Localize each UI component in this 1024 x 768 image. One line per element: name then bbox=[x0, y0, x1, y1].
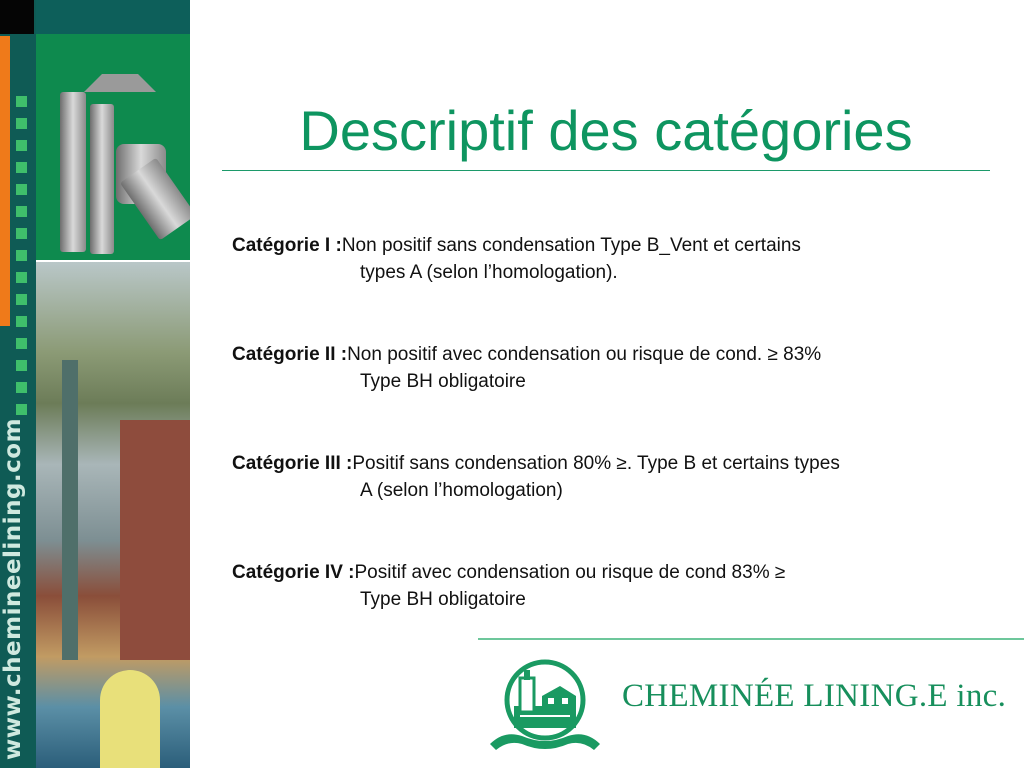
banner-url-text: www.chemineelining.com bbox=[0, 417, 26, 760]
category-3-text: Positif sans condensation 80% ≥. Type B et certains types bbox=[352, 453, 840, 474]
chimney-pipe-image bbox=[90, 104, 114, 254]
banner-orange-strip bbox=[0, 36, 10, 326]
category-4-text-cont: Type BH obligatoire bbox=[360, 589, 526, 610]
building-image bbox=[120, 420, 190, 660]
category-2-text-cont: Type BH obligatoire bbox=[360, 371, 526, 392]
category-2-heading: Catégorie II : bbox=[232, 344, 348, 365]
yellow-duct-image bbox=[100, 670, 160, 768]
category-1-heading: Catégorie I : bbox=[232, 235, 342, 256]
chimney-cap-image bbox=[84, 74, 156, 92]
category-4-heading: Catégorie IV : bbox=[232, 562, 355, 583]
category-2 bbox=[232, 341, 970, 395]
category-1-text: Non positif sans condensation Type B_Vent et certains bbox=[341, 235, 801, 256]
company-logo-name: CHEMINÉE LINING.E inc. bbox=[622, 678, 1007, 714]
chimney-pipe-image bbox=[60, 92, 86, 252]
chimney-parts-photo bbox=[36, 34, 190, 260]
banner-black-corner bbox=[0, 0, 34, 34]
banner-top-bar bbox=[36, 0, 190, 34]
page-title: Descriptif des catégories bbox=[299, 99, 913, 162]
category-3 bbox=[232, 450, 970, 504]
stack-image bbox=[62, 360, 78, 660]
category-3-text-cont: A (selon l’homologation) bbox=[360, 480, 563, 501]
footer-divider bbox=[478, 638, 1024, 640]
company-logo-icon bbox=[484, 656, 606, 756]
category-1-text-cont: types A (selon l’homologation). bbox=[360, 262, 618, 283]
category-1 bbox=[232, 232, 970, 286]
title-divider bbox=[222, 170, 990, 171]
side-banner bbox=[0, 0, 190, 768]
category-3-heading: Catégorie III : bbox=[232, 453, 353, 474]
category-4 bbox=[232, 559, 970, 613]
category-2-text: Non positif avec condensation ou risque de cond. ≥ 83% bbox=[347, 344, 822, 365]
category-4-text: Positif avec condensation ou risque de cond 83% ≥ bbox=[354, 562, 786, 583]
